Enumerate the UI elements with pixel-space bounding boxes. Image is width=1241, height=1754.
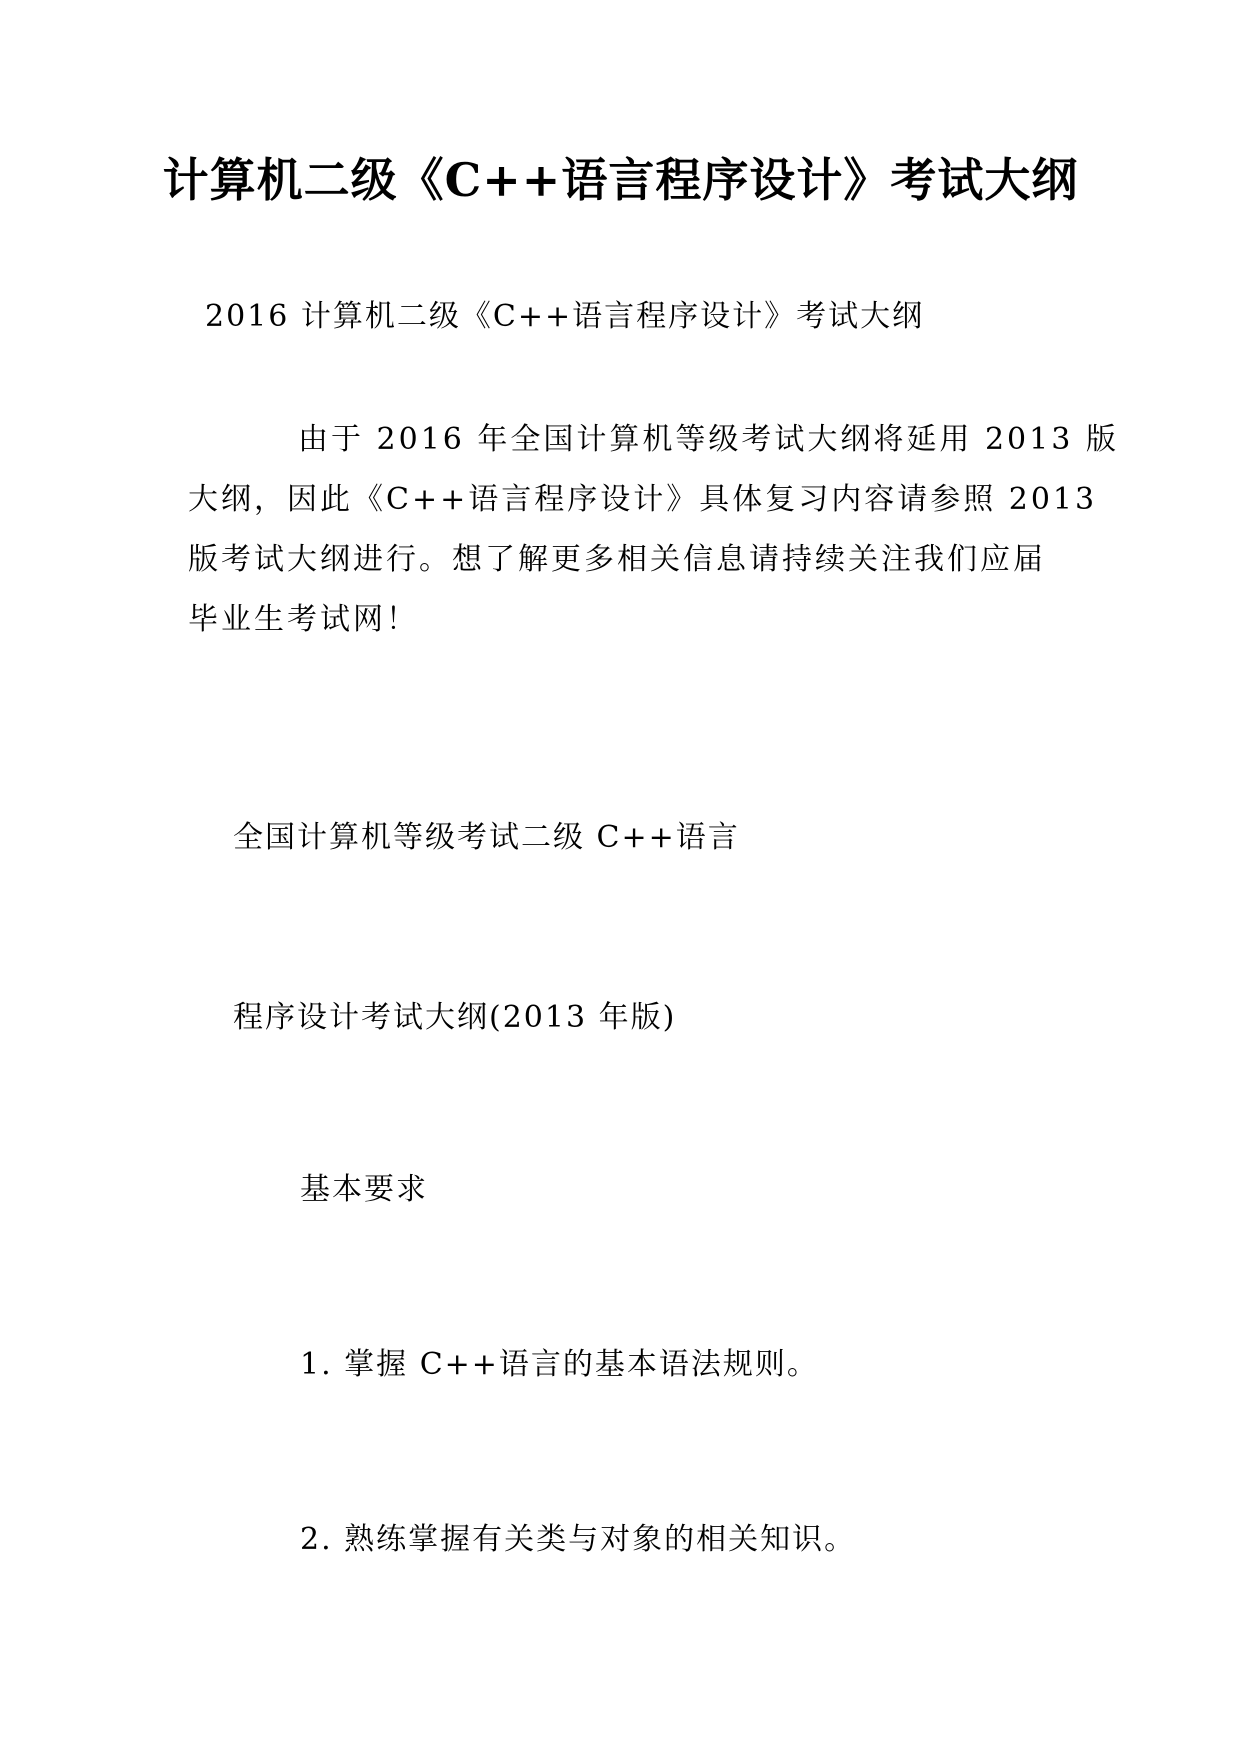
- outline-heading-line-2: 程序设计考试大纲(2013 年版): [233, 1000, 677, 1035]
- outline-heading-line-1: 全国计算机等级考试二级 C++语言: [233, 820, 740, 855]
- intro-paragraph: [188, 410, 1119, 650]
- intro-line: 大纲，因此《C++语言程序设计》具体复习内容请参照 2013: [188, 482, 1098, 517]
- document-subtitle: 2016 计算机二级《C++语言程序设计》考试大纲: [205, 299, 925, 334]
- intro-line: 由于 2016 年全国计算机等级考试大纲将延用 2013 版: [298, 422, 1119, 457]
- intro-line: 毕业生考试网！: [188, 602, 419, 637]
- list-item: 1. 掌握 C++语言的基本语法规则。: [300, 1347, 819, 1382]
- intro-line: 版考试大纲进行。想了解更多相关信息请持续关注我们应届: [188, 542, 1046, 577]
- list-item: 2. 熟练掌握有关类与对象的相关知识。: [300, 1522, 857, 1557]
- document-title: 计算机二级《C++语言程序设计》考试大纲: [162, 153, 1079, 207]
- section-title: 基本要求: [300, 1172, 428, 1207]
